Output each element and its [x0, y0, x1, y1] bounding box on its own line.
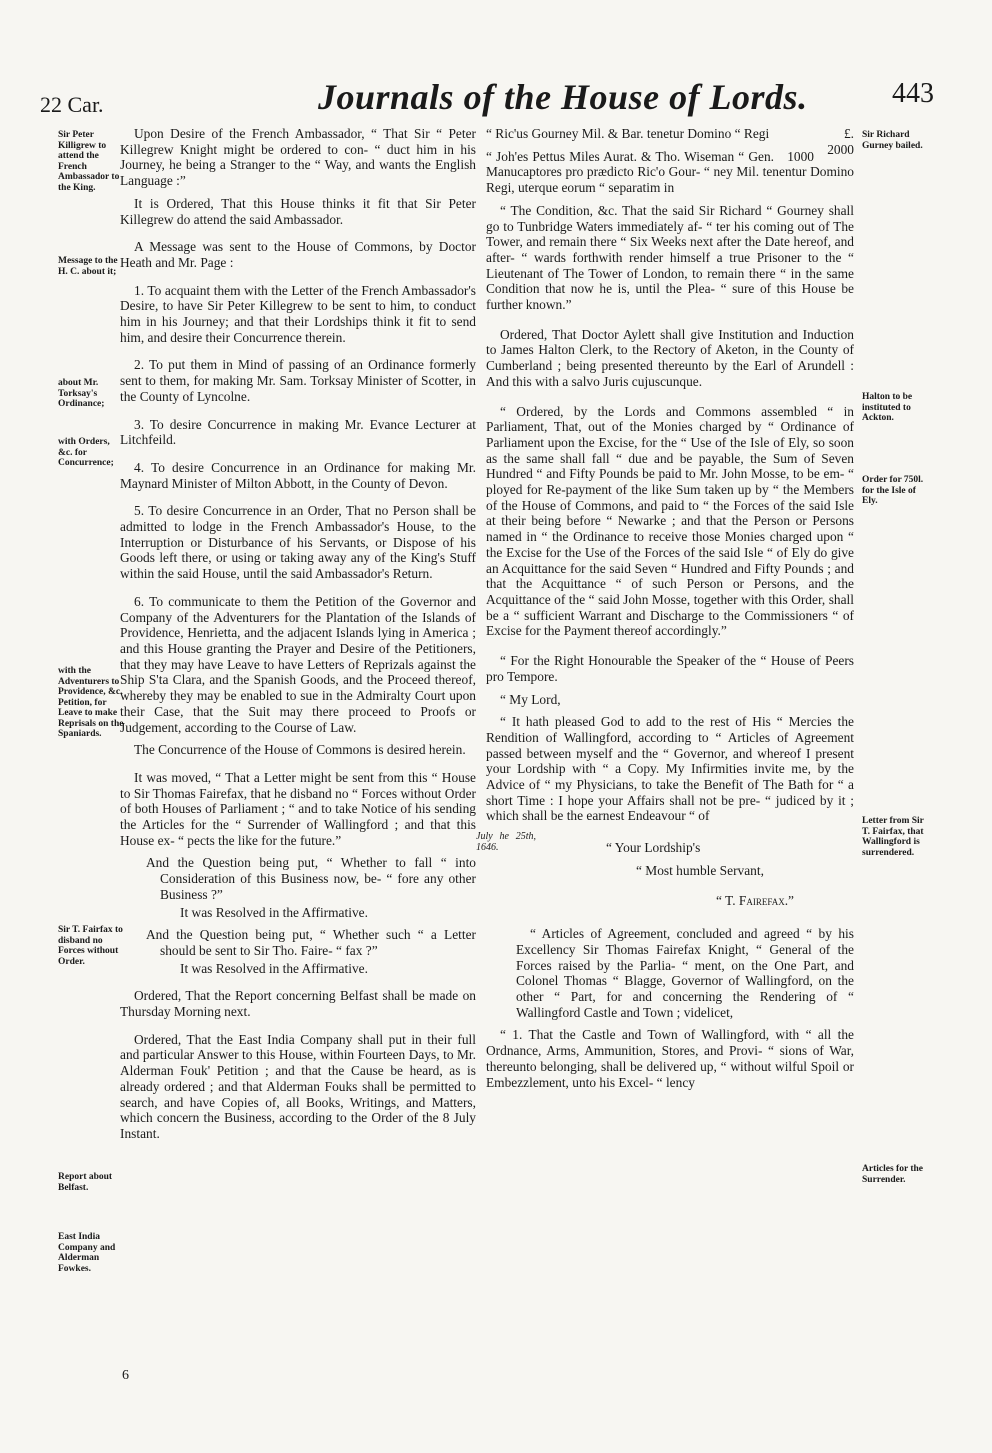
paragraph: And the Question being put, “ Whether such “ a Letter should be sent to Sir Tho. Faire- “ fax ?” [146, 927, 476, 958]
paragraph: Ordered, That Doctor Aylett shall give Institution and Induction to James Halton Clerk, to the Rectory of Aketon, in the County of Cumberland ; being presented thereunto by the Earl of Arundell : And this with a salvo Juris cujuscunque. [486, 326, 854, 389]
paragraph: “ 1. That the Castle and Town of Wallingford, with “ all the Ordnance, Arms, Ammunition, Stores, and Provi- “ sions of War, thereunto belonging, shall be delivered up, “ without wilful Spoil or Embezzlement, unto his Excel- “ lency [486, 1027, 854, 1090]
paragraph: Ordered, That the East India Company shall put in their full and particular Answer to this House, within Fourteen Days, to Mr. Alderman Fouk' Petition ; and that the Cause be heard, as is already ordered ; and that Alderman Fouks shall be permitted to search, and have Copies of, all Books, Writings, and Matters, which concern the Business, according to the Order of the 8 July Instant. [120, 1031, 476, 1141]
paragraph: A Message was sent to the House of Commons, by Doctor Heath and Mr. Page : [120, 239, 476, 270]
margin-note: with Orders, &c. for Concurrence; [58, 437, 114, 468]
margin-note: Message to the H. C. about it; [58, 256, 118, 277]
paragraph: 3. To desire Concurrence in making Mr. Evance Lecturer at Litchfeild. [120, 416, 476, 448]
margin-note: about Mr. Torksay's Ordinance; [58, 378, 105, 409]
bail-amount: £. 2000 [827, 126, 854, 157]
letter-closing: “ Most humble Servant, [636, 862, 764, 878]
running-header [0, 68, 992, 118]
margin-note: Sir Peter Killigrew to attend the French Ambassador to the King. [58, 130, 120, 193]
paragraph: Upon Desire of the French Ambassador, “ That Sir “ Peter Killegrew Knight might be ordered to con- “ duct him in his Journey, he being a Stranger to the “ Way, and wants the English Language :” [120, 126, 476, 189]
letter-date: July he 25th, 1646. [476, 831, 536, 854]
bail-amount: 1000 [787, 148, 814, 164]
bail-entry [486, 149, 854, 196]
margin-note: Sir T. Fairfax to disband no Forces without Order. [58, 925, 123, 967]
paragraph: It was Resolved in the Affirmative. [180, 904, 368, 920]
paragraph: 2. To put them in Mind of passing of an Ordinance formerly sent to them, for making Mr. Sam. Torksay Minister of Scotter, in the County of Lyncolne. [120, 357, 476, 404]
paragraph: Ordered, That the Report concerning Belfast shall be made on Thursday Morning next. [120, 988, 476, 1020]
paragraph: 6. To communicate to them the Petition of the Governor and Company of the Adventurers for the Plantation of the Islands of Providence, Henrietta, and the adjacent Islands lying in America ; and this House granting the Prayer and Desire of the Petitioners, that they may have Leave to have Letters of Reprizals against the Ship S'ta Clara, and the Spanish Goods, and the Proceed thereof, whereby they may be enabled to sue in the Admiralty Court upon their Case, that the Suit may there proceed to Proofs or Judgement, according to the Course of Law. [120, 593, 476, 735]
margin-note: Report about Belfast. [58, 1172, 113, 1193]
letter-address: “ For the Right Honourable the Speaker of the “ House of Peers pro Tempore. [486, 653, 854, 684]
bail-text: “ Ric'us Gourney Mil. & Bar. tenetur Domino “ Regi [486, 126, 770, 141]
paragraph: “ The Condition, &c. That the said Sir Richard “ Gourney shall go to Tunbridge Waters immediately af- “ ter his coming out of The Tower, and remain there “ Six Weeks next after the Date hereof, and after- “ wards forthwith render himself a true Prisoner to the “ Lieutenant of The Tower of London, to remain there “ in the same Condition that now he is, until the Plea- “ sure of this House be further known.” [486, 202, 854, 313]
regnal-year: 22 Car. [40, 92, 104, 117]
paragraph: “ Articles of Agreement, concluded and agreed “ by his Excellency Sir Thomas Fairefax Knight, “ General of the Forces raised by the Parlia- “ ment, on the One Part, and Colonel Thomas “ Blagge, Governor of Wallingford, on the other “ Part, for and concerning the Rendering of “ Wallingford Castle and Town ; videlicet, [516, 926, 854, 1020]
paragraph: 4. To desire Concurrence in an Ordinance for making Mr. Maynard Minister of Milton Abbott, in the County of Devon. [120, 459, 476, 491]
left-column [120, 126, 476, 1149]
letter-salutation: “ My Lord, [500, 691, 561, 707]
letter-body: “ It hath pleased God to add to the rest of His “ Mercies the Rendition of Wallingford, according to “ Articles of Agreement passed between myself and the “ Governor, and whereof I present your Lordship with “ a Copy. My Infirmities invite me, by the Advice of “ my Physicians, to take the Benefit of The Bath for “ a short Time : I hope your Affairs shall not be pre- “ judiced by it ; which shall be the earnest Endeavour “ of [486, 714, 854, 824]
paragraph: The Concurrence of the House of Commons is desired herein. [134, 742, 466, 758]
right-column [476, 126, 854, 1097]
margin-note: Order for 750l. for the Isle of Ely. [862, 475, 924, 506]
letter-signature: “ T. Fairefax.” [715, 892, 794, 908]
letter-closing: “ Your Lordship's [606, 840, 701, 856]
margin-note: Letter from Sir T. Fairfax, that Wallingford is surrendered. [862, 816, 924, 858]
paragraph: 1. To acquaint them with the Letter of the French Ambassador's Desire, to have Sir Peter Killegrew to be sent to him, to conduct him in his Journey; and that their Lordships think it fit to send him, and desire their Concurrence therein. [120, 282, 476, 345]
paragraph: It was moved, “ That a Letter might be sent from this “ House to Sir Thomas Fairefax, that he disband no “ Forces without Order of both Houses of Parliament ; “ and to take Notice of his sending the Articles for the “ Surrender of Wallingford ; and that this House ex- “ pects the like for the future.” [120, 769, 476, 848]
signature-mark: 6 [122, 1368, 129, 1383]
paragraph: It was Resolved in the Affirmative. [180, 960, 368, 976]
journal-title: Journals of the House of Lords. [318, 77, 808, 117]
margin-note: Articles for the Surrender. [862, 1164, 924, 1185]
margin-note: Sir Richard Gurney bailed. [862, 130, 923, 151]
bail-text: “ Joh'es Pettus Miles Aurat. & Tho. Wiseman “ Gen. Manucaptores pro prædicto Ric'o Gour- “ ney Mil. tenentur Domino Regi, uterque eorum “ separatim in [486, 148, 854, 196]
paragraph: 5. To desire Concurrence in an Order, That no Person shall be admitted to lodge in the French Ambassador's House, to the Interruption or Disturbance of his Servants, or Dispose of his Goods left there, or using or taking away any of the King's Stuff within the said House, until the said Ambassador's Return. [120, 503, 476, 582]
margin-note: with the Adventurers to Providence, &c. Petition, for Leave to make Reprisals on the Spaniards. [58, 666, 124, 739]
margin-note: East India Company and Alderman Fowkes. [58, 1232, 116, 1274]
paragraph: And the Question being put, “ Whether to fall “ into Consideration of this Business now, be- “ fore any other Business ?” [146, 855, 476, 902]
page-number: 443 [892, 78, 934, 109]
margin-note: Halton to be instituted to Ackton. [862, 392, 913, 423]
paragraph: It is Ordered, That this House thinks it fit that Sir Peter Killegrew do attend the said Ambassador. [120, 195, 476, 227]
paragraph: “ Ordered, by the Lords and Commons assembled “ in Parliament, That, out of the Monies charged by “ Ordinance of Parliament upon the Excise, for the “ Use of the Isle of Ely, so soon as the same shall fall “ due and be payable, the Sum of Seven Hundred “ and Fifty Pounds be paid to Mr. John Mosse, to be em- “ ployed for Re-payment of the like Sum taken up by “ the Members of the House of Commons, and paid to “ the Forces of the said Isle at their being before “ Newarke ; and that the Person or Persons named in “ the Ordinance to receive those Monies charged upon “ the Excise for the Use of the Forces of the said Isle “ of Ely do give an Acquittance for the said Seven “ Hundred and Fifty Pounds ; and that the Acquittance “ of such Person or Persons, and the Acquittance of the “ said John Mosse, together with this Order, shall be a “ sufficient Warrant and Discharge to the Commissioners “ of Excise for the Payment thereof accordingly.” [486, 403, 854, 639]
